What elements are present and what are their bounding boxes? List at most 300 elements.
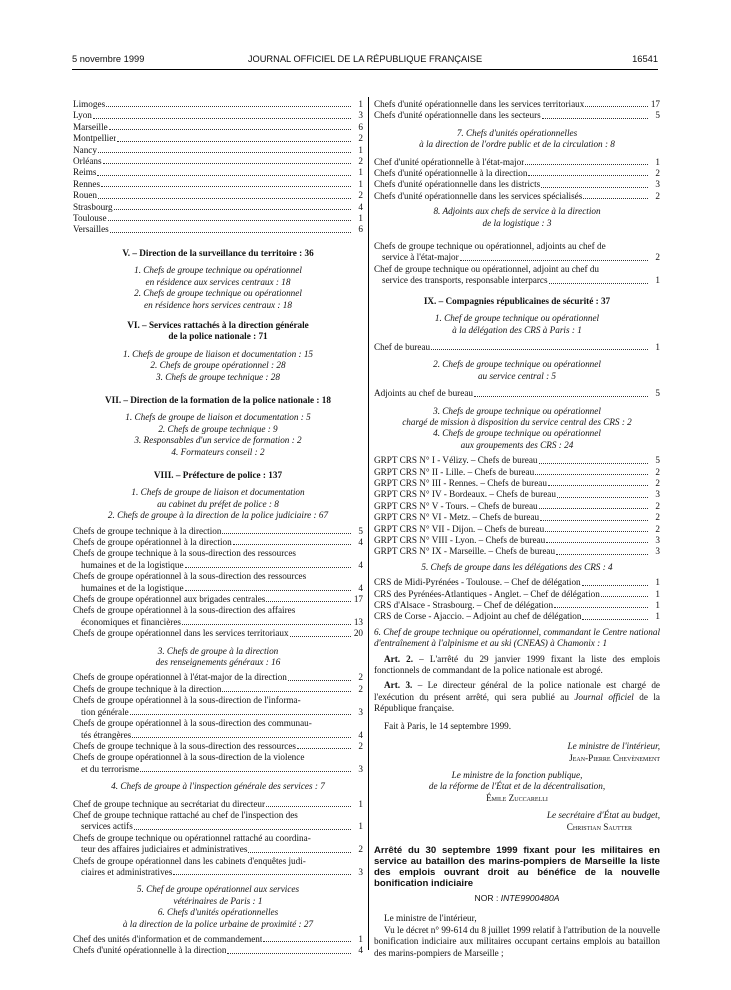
nor-reference xyxy=(374,893,660,904)
fait-a-paris: Fait à Paris, le 14 septembre 1999. xyxy=(384,720,512,731)
list-entry xyxy=(73,526,363,537)
entry-label: Reims xyxy=(73,167,97,178)
item-8b: de la logistique : 3 xyxy=(482,217,552,228)
entry-label: Chefs de groupe opérationnel aux brigades centrales xyxy=(73,594,266,605)
entry-count: 2 xyxy=(655,523,660,534)
column-divider xyxy=(368,97,369,950)
entry-label: GRPT CRS N° II - Lille. – Chefs de bureau xyxy=(374,466,535,477)
dot-leader xyxy=(582,585,648,586)
dot-leader xyxy=(557,497,648,498)
section-viii-dppu-list xyxy=(73,934,363,957)
list-entry xyxy=(374,611,660,622)
dot-leader xyxy=(233,544,351,545)
entry-line-2-text: tés étrangères xyxy=(81,729,132,740)
grpt-list xyxy=(374,455,660,558)
entry-label: Chefs d'unité opérationnelle à la direction xyxy=(73,945,227,956)
dot-leader xyxy=(546,542,648,543)
list-entry xyxy=(374,600,660,611)
section-viii-item-1a: 1. Chefs de groupe de liaison et documentation xyxy=(131,487,305,498)
header-page-number: 16541 xyxy=(632,54,658,64)
dot-leader xyxy=(97,175,351,176)
dot-leader xyxy=(545,531,648,532)
dot-leader xyxy=(266,601,351,602)
entry-label: Chefs d'unité opérationnelle dans les secteurs xyxy=(374,110,541,121)
city-list xyxy=(73,99,363,236)
section-viii-item-2: 2. Chefs de groupe à la direction de la police judiciaire : 67 xyxy=(107,510,329,521)
entry-line-1: Chefs de groupe technique à la sous-direction des ressources xyxy=(73,548,296,559)
entry-count: 1 xyxy=(358,167,363,178)
entry-label: GRPT CRS N° III - Rennes. – Chefs de bureau xyxy=(374,477,547,488)
dot-leader xyxy=(528,175,648,176)
entry-count: 1 xyxy=(655,156,660,167)
section-ix-item-2a: 2. Chefs de groupe technique ou opérationnel xyxy=(433,359,601,370)
entry-count: 2 xyxy=(655,500,660,511)
entry-line-2-text: tion générale xyxy=(81,706,129,717)
article-3-text-a: – Le directeur général de la police nationale est chargé de l'exécution du présent arrêté, qui sera publié au xyxy=(374,680,661,702)
list-entry xyxy=(374,589,660,600)
entry-count: 1 xyxy=(655,577,660,588)
entry-count: 2 xyxy=(358,844,363,855)
dot-leader xyxy=(585,106,648,107)
entry-text xyxy=(73,718,353,741)
entry-count: 17 xyxy=(650,99,660,109)
dot-leader xyxy=(227,953,351,954)
entry-count: 1 xyxy=(358,178,363,189)
entry-line-2-text: teur des affaires judiciaires et administratives xyxy=(81,844,248,855)
list-entry xyxy=(73,548,363,571)
list-entry xyxy=(73,945,363,956)
dot-leader xyxy=(266,806,351,807)
entry-count: 1 xyxy=(358,821,363,832)
entry-text xyxy=(73,548,353,571)
list-entry xyxy=(73,628,363,639)
list-entry xyxy=(73,133,363,144)
list-entry xyxy=(73,156,363,167)
section-viii-item-6a: 6. Chefs d'unités opérationnelles xyxy=(157,907,279,918)
section-ix-item-1a: 1. Chef de groupe technique ou opérationnel xyxy=(434,313,600,324)
nor-label: NOR : xyxy=(474,892,501,903)
section-vi-item-2: 2. Chefs de groupe opérationnel : 28 xyxy=(150,360,286,371)
entry-label: Montpellier xyxy=(73,133,117,144)
list-entry xyxy=(73,99,363,110)
signature-2-title-b: de la réforme de l'État et de la décentralisation, xyxy=(428,781,606,792)
list-entry xyxy=(73,833,363,856)
chef-bureau-row xyxy=(374,342,660,353)
entry-line-1: Chefs de groupe opérationnel à la sous-direction de l'informa- xyxy=(73,695,301,706)
entry-label: Rouen xyxy=(73,190,97,201)
dot-leader xyxy=(288,680,351,681)
entry-line-1: Chefs de groupe opérationnel à la sous-direction des ressources xyxy=(73,571,307,582)
entry-line-2 xyxy=(73,707,353,718)
entry-count: 20 xyxy=(353,628,363,639)
entry-line-2 xyxy=(73,617,353,628)
article-3-label: Art. 3. xyxy=(384,680,413,691)
dot-leader xyxy=(474,396,648,397)
section-v-item-1b: en résidence aux services centraux : 18 xyxy=(145,276,291,287)
dot-leader xyxy=(222,691,351,692)
section-viii-item-1b: au cabinet du préfet de police : 8 xyxy=(157,498,279,509)
list-entry xyxy=(374,168,660,179)
section-ix-item-3a: 3. Chefs de groupe technique ou opérationnel xyxy=(433,405,601,416)
entry-count: 4 xyxy=(358,729,363,740)
entry-count: 2 xyxy=(358,740,363,751)
dot-leader xyxy=(173,874,351,875)
signature-2-name: Émile Zuccarelli xyxy=(486,792,548,803)
list-entry xyxy=(73,224,363,235)
entry-text xyxy=(73,856,353,879)
list-entry xyxy=(73,122,363,133)
entry-text xyxy=(73,571,353,594)
list-entry xyxy=(374,179,660,190)
section-vii-title: VII. – Direction de la formation de la police nationale : 18 xyxy=(105,394,331,405)
entry-label: Chefs d'unité opérationnelle dans les services territoriaux xyxy=(374,99,585,109)
entry-label: Toulouse xyxy=(73,213,107,224)
list-entry xyxy=(374,388,660,399)
entry-line-2 xyxy=(374,252,650,263)
entry-line-2-text: ciaires et administratives xyxy=(81,866,173,877)
dot-leader xyxy=(93,118,351,119)
dot-leader xyxy=(525,164,648,165)
list-entry xyxy=(73,213,363,224)
list-entry xyxy=(374,524,660,535)
entry-label: Chefs de groupe opérationnel à la direction xyxy=(73,537,232,547)
item-7a: 7. Chefs d'unités opérationnelles xyxy=(456,127,578,138)
entry-line-1: Chefs de groupe opérationnel à la sous-direction des affaires xyxy=(73,605,296,616)
entry-line-2-text: et du terrorisme xyxy=(81,763,140,774)
dot-leader xyxy=(103,163,351,164)
entry-label: GRPT CRS N° I - Vélizy. – Chefs de bureau xyxy=(374,455,538,466)
list-entry xyxy=(374,191,660,202)
entry-text xyxy=(374,264,650,287)
section-vi-item-3: 3. Chefs de groupe technique : 28 xyxy=(156,371,280,382)
entry-count: 3 xyxy=(358,763,363,774)
list-entry xyxy=(374,264,660,287)
dot-leader xyxy=(185,567,351,568)
entry-label: Chefs d'unité opérationnelle dans les services spécialisés xyxy=(374,190,583,201)
article-2-label: Art. 2. xyxy=(384,653,414,664)
entry-count: 3 xyxy=(358,110,363,121)
entry-label: GRPT CRS N° IV - Bordeaux. – Chefs de bureau xyxy=(374,489,556,500)
entry-label: Chefs de groupe technique à la direction xyxy=(73,525,222,536)
section-viii-item-5b: vétérinaires de Paris : 1 xyxy=(173,895,263,906)
list-entry xyxy=(73,537,363,548)
dot-leader xyxy=(248,852,351,853)
section-v-item-2a: 2. Chefs de groupe technique ou opérationnel xyxy=(134,288,302,299)
entry-count: 2 xyxy=(655,168,660,179)
entry-label: Nancy xyxy=(73,144,97,155)
section-ix-title: IX. – Compagnies républicaines de sécurité : 37 xyxy=(423,295,611,306)
dot-leader xyxy=(101,186,351,187)
entry-count: 2 xyxy=(655,512,660,523)
entry-count: 2 xyxy=(358,672,363,683)
item-7b: à la direction de l'ordre public et de la circulation : 8 xyxy=(419,139,615,150)
section-viii-igs-list xyxy=(73,799,363,879)
entry-label: CRS de Corse - Ajaccio. – Adjoint au chef de délégation xyxy=(374,611,582,622)
entry-count: 2 xyxy=(358,190,363,201)
entry-count: 4 xyxy=(358,582,363,593)
section-vii-item-3: 3. Responsables d'un service de formation : 2 xyxy=(134,435,302,446)
entry-label: Versailles xyxy=(73,224,109,235)
preamble-minister: Le ministre de l'intérieur, xyxy=(384,913,477,924)
arrete-title: Arrêté du 30 septembre 1999 fixant pour les militaires en service au bataillon des marins-pompiers de Marseille la liste des emplois ouvrant droit au bénéfice de la nouvelle bonification indiciaire xyxy=(374,844,660,889)
entry-count: 5 xyxy=(655,455,660,466)
entry-count: 2 xyxy=(655,190,660,201)
entry-count: 2 xyxy=(655,252,660,263)
section-ix-item-3b: chargé de mission à disposition du service central des CRS : 2 xyxy=(402,416,632,427)
header-journal-title: JOURNAL OFFICIEL DE LA RÉPUBLIQUE FRANÇAISE xyxy=(247,54,483,64)
entry-count: 5 xyxy=(655,110,660,121)
section-vi-item-1: 1. Chefs de groupe de liaison et documentation : 15 xyxy=(122,348,314,359)
section-vi-title-b: de la police nationale : 71 xyxy=(168,331,268,342)
entry-line-2 xyxy=(73,867,353,878)
entry-label: Adjoints au chef de bureau xyxy=(374,388,473,399)
entry-text xyxy=(73,605,353,628)
section-v-item-2b: en résidence hors services centraux : 18 xyxy=(144,299,292,310)
entry-label: GRPT CRS N° V - Tours. – Chefs de bureau xyxy=(374,500,538,511)
entry-label: Orléans xyxy=(73,156,102,167)
entry-count: 4 xyxy=(358,945,363,956)
entry-label: Lyon xyxy=(73,110,92,121)
section-viii-item-6b: à la direction de la police urbaine de proximité : 27 xyxy=(122,918,314,929)
dot-leader xyxy=(548,485,648,486)
entry-count: 1 xyxy=(655,588,660,599)
entry-label: Chefs de groupe opérationnel à l'état-major de la direction xyxy=(73,672,287,683)
dot-leader xyxy=(542,118,648,119)
list-entry xyxy=(73,167,363,178)
entry-count: 1 xyxy=(358,934,363,944)
entry-count: 2 xyxy=(655,466,660,477)
list-entry xyxy=(73,741,363,752)
dot-leader xyxy=(185,590,351,591)
entry-line-2 xyxy=(73,730,353,741)
entry-label: Chefs de groupe technique à la direction xyxy=(73,683,222,694)
entry-line-2 xyxy=(73,844,353,855)
list-entry xyxy=(374,241,660,264)
section-vii-item-4: 4. Formateurs conseil : 2 xyxy=(171,446,265,457)
list-entry xyxy=(374,512,660,523)
dot-leader xyxy=(539,508,648,509)
section-vii-item-1: 1. Chefs de groupe de liaison et documentation : 5 xyxy=(125,412,311,423)
list-entry xyxy=(73,718,363,741)
dot-leader xyxy=(130,714,351,715)
entry-label: Rennes xyxy=(73,178,101,189)
entry-label: Chef de bureau xyxy=(374,341,431,352)
item-8a: 8. Adjoints aux chefs de service à la direction xyxy=(433,206,601,217)
section-viii-pj-list xyxy=(73,526,363,640)
entry-label: GRPT CRS N° VIII - Lyon. – Chefs de bureau xyxy=(374,535,546,545)
item-7-list xyxy=(374,157,660,203)
entry-count: 1 xyxy=(358,144,363,155)
dot-leader xyxy=(134,829,351,830)
dot-leader xyxy=(98,152,351,153)
entry-count: 1 xyxy=(655,275,660,286)
section-ix-item-4a: 4. Chefs de groupe technique ou opérationnel xyxy=(433,428,601,439)
list-entry xyxy=(73,594,363,605)
list-entry xyxy=(73,799,363,810)
article-2 xyxy=(374,654,660,677)
entry-count: 4 xyxy=(358,559,363,570)
entry-label: Marseille xyxy=(73,121,108,132)
entry-count: 2 xyxy=(655,477,660,488)
dot-leader xyxy=(117,141,351,142)
list-entry xyxy=(73,179,363,190)
list-entry xyxy=(73,695,363,718)
section-viii-item-3a: 3. Chefs de groupe à la direction xyxy=(157,645,279,656)
dot-leader xyxy=(290,636,351,637)
entry-line-2-text: service à l'état-major xyxy=(382,252,459,263)
list-entry xyxy=(374,489,660,500)
list-entry xyxy=(73,810,363,833)
dot-leader xyxy=(583,198,648,199)
entry-count: 13 xyxy=(353,616,363,627)
dot-leader xyxy=(106,106,351,107)
list-entry xyxy=(73,856,363,879)
entry-line-1: Chefs de groupe opérationnel dans les cabinets d'enquêtes judi- xyxy=(73,855,306,866)
dot-leader xyxy=(222,533,351,534)
entry-count: 1 xyxy=(358,213,363,224)
entry-count: 1 xyxy=(655,341,660,352)
section-ix-item-6: 6. Chef de groupe technique ou opérationnel, commandant le Centre national d'entraînement à l'alpinisme et au ski (CNEAS) à Chamonix : 1 xyxy=(374,626,660,649)
entry-label: CRS de Midi-Pyrénées - Toulouse. – Chef de délégation xyxy=(374,577,581,588)
list-entry xyxy=(374,546,660,557)
entry-line-2-text: humaines et de la logistique xyxy=(81,559,184,570)
list-entry xyxy=(374,467,660,478)
list-entry xyxy=(73,202,363,213)
section-vi-title-a: VI. – Services rattachés à la direction générale xyxy=(127,319,309,330)
list-entry xyxy=(73,145,363,156)
section-viii-item-3b: des renseignements généraux : 16 xyxy=(155,657,281,668)
entry-count: 5 xyxy=(358,525,363,536)
section-viii-title: VIII. – Préfecture de police : 137 xyxy=(153,469,283,480)
section-ix-item-1b: à la délégation des CRS à Paris : 1 xyxy=(452,324,582,335)
page-header xyxy=(72,54,658,68)
delegation-list xyxy=(374,577,660,623)
dot-leader xyxy=(114,209,351,210)
entry-count: 6 xyxy=(358,121,363,132)
signature-3-title: Le secrétaire d'État au budget, xyxy=(546,810,660,821)
entry-line-1: Chefs de groupe opérationnel à la sous-direction de la violence xyxy=(73,752,305,763)
entry-label: Chef de groupe technique au secrétariat du directeur xyxy=(73,798,266,809)
right-column xyxy=(374,99,660,959)
list-entry xyxy=(374,342,660,353)
section-ix-item-5: 5. Chefs de groupe dans les délégations des CRS : 4 xyxy=(421,561,613,572)
signature-2-title-a: Le ministre de la fonction publique, xyxy=(451,769,583,780)
entry-count: 3 xyxy=(358,706,363,717)
dot-leader xyxy=(109,129,351,130)
dot-leader xyxy=(132,737,351,738)
list-entry xyxy=(73,934,363,945)
dot-leader xyxy=(556,554,648,555)
list-entry xyxy=(374,501,660,512)
entry-count: 2 xyxy=(358,156,363,167)
entry-line-1: Chef de groupe technique rattaché au chef de l'inspection des xyxy=(73,809,298,820)
entry-count: 1 xyxy=(358,798,363,809)
entry-line-2 xyxy=(73,821,353,832)
entry-count: 1 xyxy=(358,99,363,109)
dot-leader xyxy=(554,607,648,608)
entry-text xyxy=(73,695,353,718)
entry-label: CRS d'Alsace - Strasbourg. – Chef de délégation xyxy=(374,600,554,611)
list-entry xyxy=(374,455,660,466)
entry-text xyxy=(73,833,353,856)
entry-line-1: Chefs de groupe opérationnel à la sous-direction des communau- xyxy=(73,718,312,729)
dot-leader xyxy=(263,941,351,942)
entry-label: Chefs d'unité opérationnelle dans les districts xyxy=(374,179,541,190)
entry-count: 3 xyxy=(358,866,363,877)
entry-count: 3 xyxy=(655,489,660,500)
dot-leader xyxy=(582,619,648,620)
entry-text xyxy=(73,810,353,833)
section-viii-item-5a: 5. Chef de groupe opérationnel aux services xyxy=(136,884,300,895)
entry-line-2 xyxy=(73,764,353,775)
entry-count: 2 xyxy=(358,133,363,144)
entry-count: 6 xyxy=(358,224,363,235)
list-entry xyxy=(73,605,363,628)
entry-line-2-text: services actifs xyxy=(81,821,133,832)
nor-code: INTE9900480A xyxy=(500,892,560,903)
signature-1-name: Jean-Pierre Chevènement xyxy=(569,752,660,763)
entry-line-1: Chefs de groupe technique ou opérationnel rattaché au coordina- xyxy=(73,832,311,843)
dot-leader xyxy=(535,474,648,475)
section-v-item-1a: 1. Chefs de groupe technique ou opérationnel xyxy=(134,265,302,276)
section-viii-item-4: 4. Chefs de groupe à l'inspection générale des services : 7 xyxy=(111,781,325,792)
entry-count: 1 xyxy=(655,611,660,622)
dot-leader xyxy=(540,520,648,521)
entry-text xyxy=(374,241,650,264)
signature-3-name: Christian Sautter xyxy=(566,821,632,832)
entry-count: 3 xyxy=(655,179,660,190)
dot-leader xyxy=(297,748,351,749)
entry-line-2 xyxy=(374,275,650,286)
entry-label: Chefs d'unité opérationnelle à la direction xyxy=(374,168,528,179)
list-entry xyxy=(73,672,363,683)
list-entry xyxy=(73,190,363,201)
entry-label: GRPT CRS N° IX - Marseille. – Chefs de bureau xyxy=(374,546,556,557)
dot-leader xyxy=(140,771,351,772)
dot-leader xyxy=(549,283,648,284)
list-entry xyxy=(374,535,660,546)
header-rule xyxy=(72,69,658,70)
dot-leader xyxy=(98,198,351,199)
dot-leader xyxy=(108,220,351,221)
section-v-title: V. – Direction de la surveillance du territoire : 36 xyxy=(122,247,314,258)
right-top-list xyxy=(374,99,660,122)
article-3-text-b: Journal officiel xyxy=(574,691,634,702)
entry-count: 3 xyxy=(655,535,660,545)
entry-count: 1 xyxy=(655,600,660,611)
list-entry xyxy=(374,99,660,110)
preamble-vu-decret: Vu le décret n° 99-614 du 8 juillet 1999 relatif à l'attribution de la nouvelle bonification indiciaire aux militaires occupant certains emplois au bataillon des marins-pompiers de Marseille ; xyxy=(374,924,660,958)
list-entry xyxy=(73,110,363,121)
entry-label: Chef d'unité opérationnelle à l'état-major xyxy=(374,156,525,167)
list-entry xyxy=(374,157,660,168)
entry-count: 17 xyxy=(353,594,363,605)
entry-count: 5 xyxy=(655,388,660,399)
list-entry xyxy=(374,478,660,489)
list-entry xyxy=(374,110,660,121)
section-ix-item-4b: aux groupements des CRS : 24 xyxy=(460,439,574,450)
signature-1-title: Le ministre de l'intérieur, xyxy=(567,741,660,752)
entry-label: Strasbourg xyxy=(73,201,113,212)
entry-label: GRPT CRS N° VII - Dijon. – Chefs de bureau xyxy=(374,523,545,534)
article-3 xyxy=(374,680,660,714)
article-2-text: – L'arrêté du 29 janvier 1999 fixant la liste des emplois fonctionnels de commandant de la police nationale est abrogé. xyxy=(374,653,660,676)
entry-count: 4 xyxy=(358,537,363,547)
left-column xyxy=(73,99,363,957)
article-3-text-c: de la République française. xyxy=(374,691,660,714)
entry-line-2 xyxy=(73,583,353,594)
entry-label: Chef des unités d'information et de commandement xyxy=(73,934,263,944)
